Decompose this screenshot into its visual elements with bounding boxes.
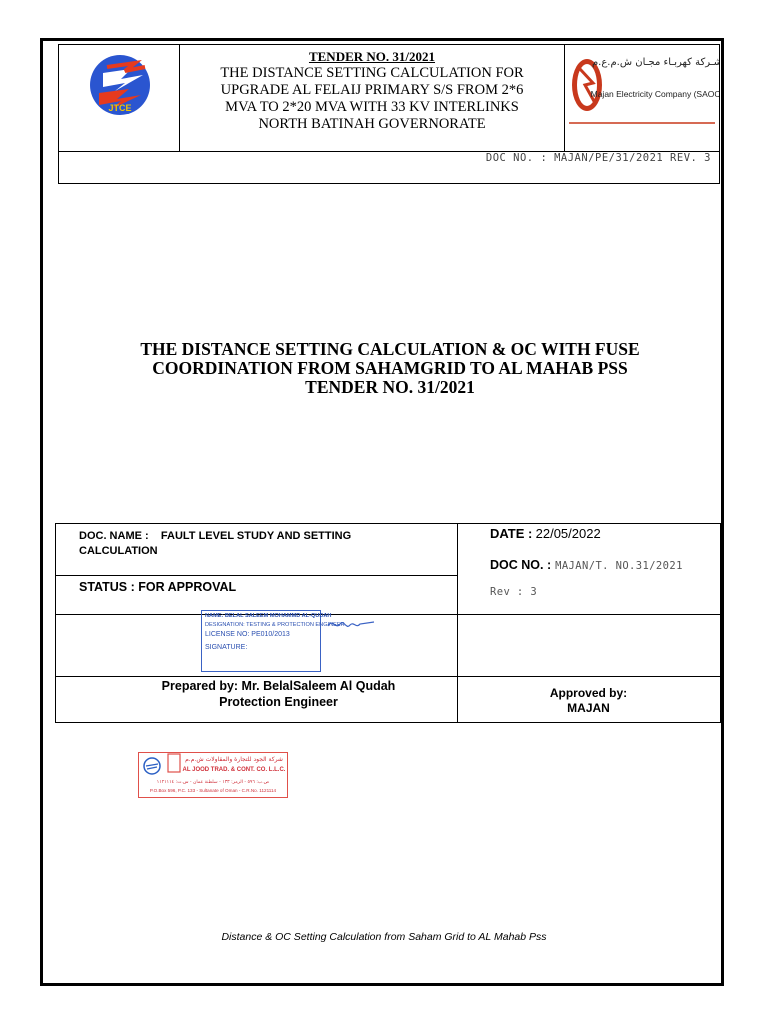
header-docno-row: [59, 151, 719, 183]
table-rule: [56, 575, 457, 576]
handwritten-signature: [326, 616, 376, 634]
majan-logo-arabic: شـركة كهربـاء مجـان ش.م.ع.م: [591, 57, 719, 68]
majan-logo-english: Majan Electricity Company (SAOC): [590, 89, 719, 99]
majan-logo: [565, 45, 719, 151]
main-title-line-2: COORDINATION FROM SAHAMGRID TO AL MAHAB PSS: [152, 358, 628, 378]
jtce-logo-cell: [59, 45, 180, 151]
company-stamp: [138, 752, 288, 798]
stamp-signature: SIGNATURE:: [205, 644, 248, 651]
jtce-logo-text: JTCE: [108, 103, 132, 113]
header-title-line-4: NORTH BATINAH GOVERNORATE: [258, 116, 486, 132]
table-rule: [56, 676, 720, 677]
docno-label: DOC NO. :: [490, 558, 552, 572]
prepared-by-cell: [56, 678, 501, 710]
prepared-role: Protection Engineer: [219, 695, 338, 709]
header-title-line-1: THE DISTANCE SETTING CALCULATION FOR: [220, 65, 524, 81]
jtce-logo: [59, 45, 180, 151]
table-rule: [56, 614, 720, 615]
tender-number: TENDER NO. 31/2021: [308, 49, 436, 64]
doc-name-value-2: CALCULATION: [79, 545, 158, 557]
approved-by: Approved by:: [549, 686, 628, 700]
header-title-line-3: MVA TO 2*20 MVA WITH 33 KV INTERLINKS: [225, 99, 519, 115]
stamp-designation: DESIGNATION: TESTING & PROTECTION ENGINEER: [205, 622, 345, 628]
engineer-stamp: [201, 610, 345, 672]
revision: Rev : 3: [490, 586, 538, 598]
approved-org: MAJAN: [567, 701, 610, 715]
date-value: 22/05/2022: [535, 526, 601, 541]
main-title-line-1: THE DISTANCE SETTING CALCULATION & OC WITH FUSE: [140, 339, 640, 359]
doc-name-label: DOC. NAME :: [79, 530, 149, 542]
stamp-english-name: AL JOOD TRAD. & CONT. CO. L.L.C.: [182, 767, 286, 773]
header-title-line-2: UPGRADE AL FELAIJ PRIMARY S/S FROM 2*6: [220, 82, 524, 98]
approved-by-cell: [457, 686, 720, 716]
main-title-line-3: TENDER NO. 31/2021: [305, 377, 475, 397]
docno-value: MAJAN/T. NO.31/2021: [555, 560, 683, 572]
stamp-license: LICENSE NO: PE010/2013: [205, 631, 290, 638]
document-header: [58, 44, 720, 184]
status-cell: [79, 580, 236, 594]
page-footer: Distance & OC Setting Calculation from Saham Grid to AL Mahab Pss: [221, 931, 547, 943]
docno-cell: [490, 556, 683, 574]
header-title-cell: [180, 45, 565, 151]
document-info-table: [55, 523, 721, 723]
prepared-by: Prepared by: Mr. BelalSaleem Al Qudah: [161, 679, 396, 693]
header-doc-number: DOC NO. : MAJAN/PE/31/2021 REV. 3: [485, 152, 711, 164]
doc-name-cell: [79, 529, 449, 559]
stamp-address-arabic: ص.ب: ٥٩٦ - الرمز: ١٣٣ - سلطنة عمان - س.ت: ١١٢١١١٤: [156, 780, 270, 785]
stamp-arabic-name: شركة الجود للتجارة والمقاولات ش.م.م: [185, 756, 283, 763]
majan-logo-cell: [565, 45, 719, 151]
date-cell: [490, 526, 601, 542]
stamp-name: NAME: BELAL SALEEM MOHAMMD AL-QUDAH: [205, 613, 332, 619]
status-value: FOR APPROVAL: [138, 580, 237, 594]
stamp-address-english: P.O.Box 596, P.C. 133 - Sultanate of Oman - C.R.No. 1121114: [149, 788, 277, 793]
doc-name-value: FAULT LEVEL STUDY AND SETTING: [160, 530, 352, 542]
status-label: STATUS :: [79, 580, 135, 594]
date-label: DATE :: [490, 526, 533, 541]
main-title: [70, 340, 710, 397]
